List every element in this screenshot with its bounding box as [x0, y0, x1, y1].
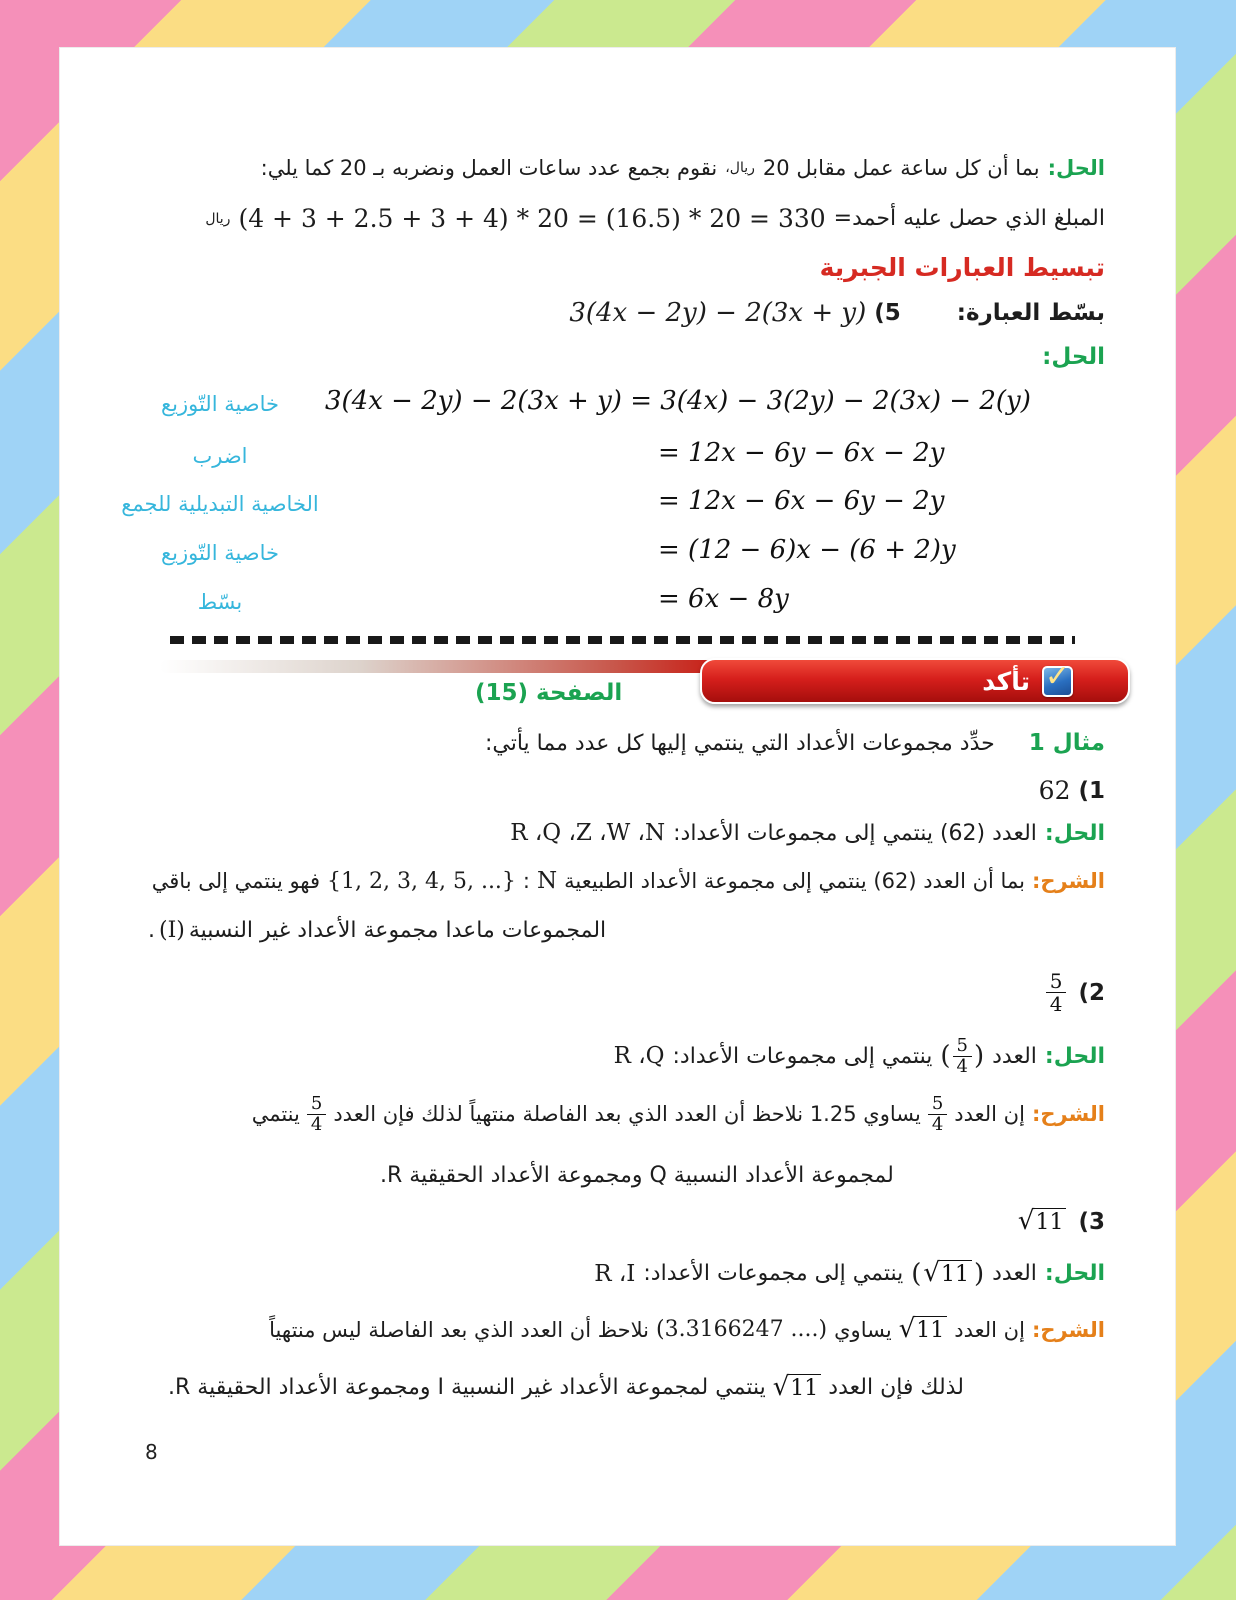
solution-text: العدد [992, 1261, 1037, 1287]
step-row [60, 535, 1175, 575]
checkbox-icon: ✓ [1042, 666, 1073, 697]
explanation-text: فهو ينتمي إلى باقي [151, 869, 321, 893]
fraction-five-fourths: $\frac{5}{4}$ [953, 1036, 972, 1077]
step-reason: اضرب [192, 444, 248, 468]
explanation-label: الشرح: [1031, 1317, 1105, 1342]
right-paren: ) [973, 1041, 985, 1072]
explanation-label: الشرح: [1031, 869, 1105, 893]
item3-heading [1018, 1208, 1105, 1235]
solution-text: ينتمي إلى مجموعات الأعداد: [643, 1261, 904, 1287]
item-number: (3 [1078, 1208, 1105, 1235]
simplify-prompt-line [569, 298, 1105, 328]
intro-amount-line [205, 204, 1105, 233]
amount-equation: (4 + 3 + 2.5 + 3 + 4) * 20 = (16.5) * 20 = 330 [238, 204, 826, 233]
item-value: 62 [1038, 776, 1071, 805]
worksheet-page [60, 48, 1175, 1545]
step-row [60, 438, 1175, 478]
left-paren: ( [940, 1041, 951, 1072]
page-number: 8 [145, 1440, 158, 1464]
explanation-text: يساوي [834, 1317, 892, 1342]
step-row [60, 584, 1175, 624]
page-reference: الصفحة (15) [475, 680, 623, 706]
explanation-text: نلاحظ أن العدد الذي بعد الفاصلة ليس منتهياً [269, 1317, 650, 1342]
solution-text: ينتمي إلى مجموعات الأعداد: [672, 1043, 933, 1069]
item1-explanation-line2 [148, 918, 606, 943]
step-row [60, 486, 1175, 526]
item3-explanation [269, 1316, 1105, 1343]
item-number: (1 [1078, 777, 1105, 804]
solution-label: الحل: [1044, 1261, 1105, 1287]
explanation-text: بما أن العدد (62) ينتمي إلى مجموعة الأعداد الطبيعية [564, 869, 1025, 893]
section-heading: تبسيط العبارات الجبرية [819, 253, 1105, 282]
step-equation: = 12x − 6x − 6y − 2y [658, 486, 945, 516]
step-reason: خاصية التّوزيع [160, 541, 280, 565]
item-number: (2 [1078, 979, 1105, 1006]
intro-text-b: نقوم بجمع عدد ساعات العمل ونضربه بـ 20 كما يلي: [260, 156, 718, 180]
item1-explanation [152, 868, 1105, 894]
set-symbol-N: N [537, 868, 558, 894]
fraction-five-fourths: $\frac{5}{4}$ [307, 1094, 326, 1135]
fraction-five-fourths: $\frac{5}{4}$ [1046, 970, 1067, 1015]
explanation-text: إن العدد [954, 1317, 1025, 1342]
riyal-small: ريال [205, 210, 231, 227]
item1-solution [510, 820, 1105, 846]
explanation-text: ينتمي [251, 1102, 300, 1127]
explanation-text: لذلك فإن العدد [828, 1375, 964, 1401]
step-reason: الخاصية التبديلية للجمع [121, 492, 319, 516]
step-equation: = 12x − 6y − 6x − 2y [658, 438, 945, 468]
sqrt-eleven: √ 11 [923, 1260, 972, 1287]
solution-text: العدد [992, 1043, 1037, 1069]
explanation-text: ينتمي لمجموعة الأعداد غير النسبية I ومجموعة الأعداد الحقيقية R. [168, 1375, 766, 1401]
item3-solution [594, 1260, 1105, 1287]
explanation-text: يساوي 1.25 نلاحظ أن العدد الذي بعد الفاصلة منتهياً لذلك فإن العدد [333, 1102, 921, 1127]
example-line [485, 730, 1105, 756]
solution-label: الحل: [1044, 1043, 1105, 1069]
explanation-label: الشرح: [1031, 1102, 1105, 1127]
riyal-small: ريال، [725, 160, 755, 176]
item2-heading [1046, 970, 1105, 1015]
explanation-text: إن العدد [954, 1102, 1025, 1127]
number-sets: R ،I [594, 1260, 636, 1287]
step-equation: = 6x − 8y [658, 584, 789, 614]
parenthesized-sqrt [911, 1260, 984, 1287]
banner-box [700, 658, 1130, 704]
banner-tail [160, 660, 730, 673]
step-equation: 3(4x − 2y) − 2(3x + y) = 3(4x) − 3(2y) − 2(3x) − 2(y) [325, 386, 1031, 416]
step-equation: = (12 − 6)x − (6 + 2)y [658, 535, 956, 565]
right-paren: ) [973, 1258, 985, 1289]
prompt-label: بسّط العبارة: [956, 300, 1105, 326]
left-paren: ( [911, 1258, 922, 1289]
example-label: مثال 1 [1028, 730, 1105, 756]
item1-heading [1039, 776, 1105, 805]
example-prompt: حدِّد مجموعات الأعداد التي ينتمي إليها كل عدد مما يأتي: [484, 730, 995, 756]
solution-text: العدد (62) ينتمي إلى مجموعات الأعداد: [673, 820, 1037, 846]
sqrt-eleven: √ 11 [773, 1374, 822, 1401]
number-sets: R ،Q [613, 1043, 665, 1070]
sqrt-eleven: √ 11 [899, 1316, 948, 1343]
solution-label: الحل: [1047, 156, 1105, 180]
sqrt-eleven: √ 11 [1018, 1208, 1067, 1235]
step-reason: بسّط [197, 590, 243, 614]
intro-text-a: بما أن كل ساعة عمل مقابل 20 [762, 156, 1040, 180]
solution-label: الحل: [1044, 820, 1105, 846]
item2-explanation-line2: لمجموعة الأعداد النسبية Q ومجموعة الأعداد الحقيقية R. [380, 1163, 894, 1188]
colon: : [522, 869, 530, 893]
parenthesized-fraction [940, 1036, 984, 1077]
intro-solution-line [261, 156, 1105, 180]
item2-explanation [252, 1094, 1105, 1135]
fraction-five-fourths: $\frac{5}{4}$ [928, 1094, 947, 1135]
step-row [60, 386, 1175, 426]
confirm-banner [160, 658, 1130, 710]
question-number: (5 [874, 300, 901, 326]
banner-title: تأكد [982, 666, 1030, 696]
solution-label: الحل: [1042, 344, 1105, 370]
natural-numbers-set: {1, 2, 3, 4, 5, ...} [327, 868, 516, 894]
decimal-value: (3.3166247 ....) [656, 1317, 828, 1343]
explanation-text: المجموعات ماعدا مجموعة الأعداد غير النسبية [188, 918, 607, 943]
item3-explanation-line2 [168, 1374, 964, 1401]
number-sets: R ،Q ،Z ،W ،N [510, 820, 666, 846]
dashed-divider [170, 636, 1075, 644]
amount-label: المبلغ الذي حصل عليه أحمد= [833, 206, 1105, 231]
expression: 3(4x − 2y) − 2(3x + y) [569, 298, 867, 328]
period: . [148, 918, 155, 943]
item2-solution [614, 1036, 1105, 1077]
irrational-symbol: (I) [159, 918, 185, 943]
step-reason: خاصية التّوزيع [160, 392, 280, 416]
